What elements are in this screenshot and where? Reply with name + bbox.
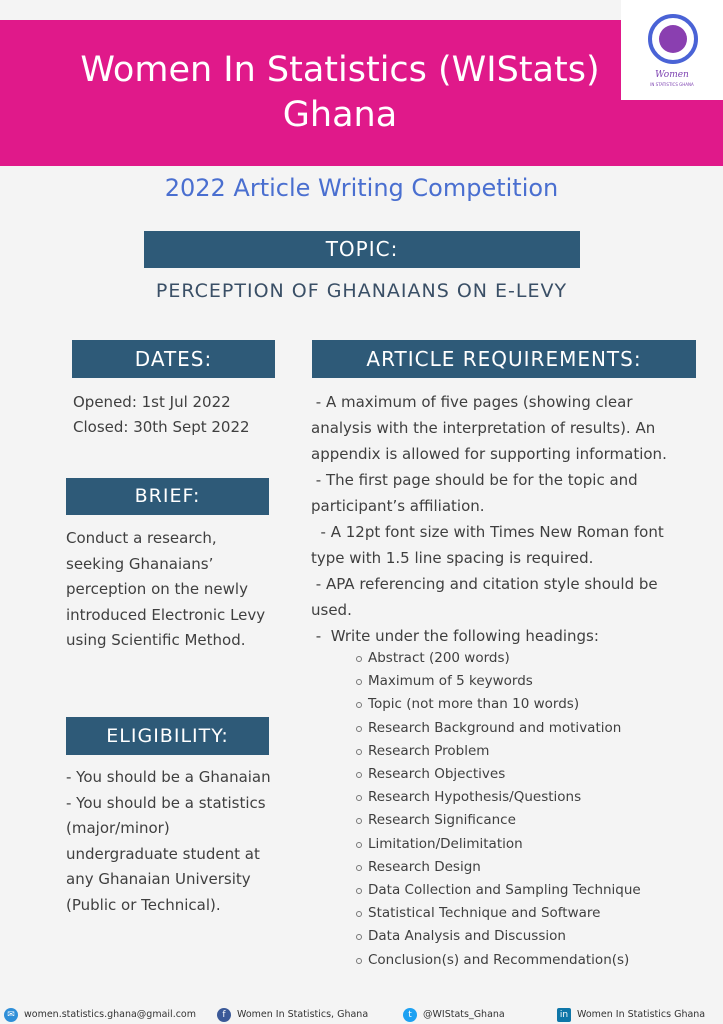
requirements-heading: ARTICLE REQUIREMENTS: <box>312 340 696 378</box>
logo-figure-icon <box>659 25 687 53</box>
eligibility-line-1: - You should be a Ghanaian <box>66 768 271 786</box>
eligibility-line-2: - You should be a statistics (major/minor) undergraduate student at any Ghanaian University (Public or Technical). <box>66 793 266 914</box>
email-icon: ✉ <box>4 1008 18 1022</box>
logo-subtext: IN STATISTICS GHANA <box>650 82 694 87</box>
facebook-link[interactable]: Women In Statistics, Ghana <box>237 1009 369 1020</box>
list-item: Research Background and motivation <box>356 717 696 740</box>
topic-text: PERCEPTION OF GHANAIANS ON E-LEVY <box>155 280 568 302</box>
footer-linkedin[interactable] <box>557 1006 705 1024</box>
email-link[interactable]: women.statistics.ghana@gmail.com <box>24 1009 196 1020</box>
title-line-1: Women In Statistics (WIStats) <box>80 50 600 90</box>
facebook-icon: f <box>217 1008 231 1022</box>
dates-text <box>73 390 250 440</box>
footer <box>0 1006 723 1024</box>
footer-twitter[interactable] <box>403 1006 505 1024</box>
opened-date: Opened: 1st Jul 2022 <box>73 393 231 411</box>
list-item: Research Hypothesis/Questions <box>356 786 696 809</box>
requirement-item: - APA referencing and citation style should be used. <box>311 575 663 619</box>
linkedin-link[interactable]: Women In Statistics Ghana <box>577 1009 706 1020</box>
logo <box>621 0 723 100</box>
title-line-2: Ghana <box>282 95 398 135</box>
topic-heading: TOPIC: <box>144 231 580 268</box>
list-item: Research Problem <box>356 740 696 763</box>
brief-heading: BRIEF: <box>66 478 269 515</box>
logo-emblem-icon <box>648 14 698 64</box>
competition-subtitle: 2022 Article Writing Competition <box>164 174 559 202</box>
page-title <box>30 48 650 138</box>
linkedin-icon: in <box>557 1008 571 1022</box>
closed-date: Closed: 30th Sept 2022 <box>73 418 250 436</box>
list-item: Data Collection and Sampling Technique <box>356 879 696 902</box>
list-item: Research Design <box>356 856 696 879</box>
requirements-list <box>311 389 691 649</box>
brief-text: Conduct a research, seeking Ghanaians’ perception on the newly introduced Electronic Levy using Scientific Method. <box>66 529 266 649</box>
logo-text: Women <box>655 70 689 80</box>
list-item: Statistical Technique and Software <box>356 902 696 925</box>
list-item: Topic (not more than 10 words) <box>356 693 696 716</box>
requirement-item: - A maximum of five pages (showing clear analysis with the interpretation of results). An appendix is allowed for supporting information. <box>311 393 667 463</box>
footer-facebook[interactable] <box>217 1006 368 1024</box>
eligibility-text <box>66 765 276 918</box>
list-item: Limitation/Delimitation <box>356 833 696 856</box>
list-item: Maximum of 5 keywords <box>356 670 696 693</box>
list-item: Abstract (200 words) <box>356 647 696 670</box>
requirement-item: - The first page should be for the topic and participant’s affiliation. <box>311 471 643 515</box>
list-item: Data Analysis and Discussion <box>356 925 696 948</box>
requirement-item: - A 12pt font size with Times New Roman font type with 1.5 line spacing is required. <box>311 523 669 567</box>
list-item: Research Objectives <box>356 763 696 786</box>
twitter-icon: t <box>403 1008 417 1022</box>
dates-heading: DATES: <box>72 340 275 378</box>
eligibility-heading: ELIGIBILITY: <box>66 717 269 755</box>
list-item: Research Significance <box>356 809 696 832</box>
requirement-item: - Write under the following headings: <box>311 627 599 645</box>
headings-list <box>356 647 696 972</box>
footer-email[interactable] <box>4 1006 196 1024</box>
twitter-link[interactable]: @WIStats_Ghana <box>423 1009 505 1020</box>
list-item: Conclusion(s) and Recommendation(s) <box>356 949 696 972</box>
